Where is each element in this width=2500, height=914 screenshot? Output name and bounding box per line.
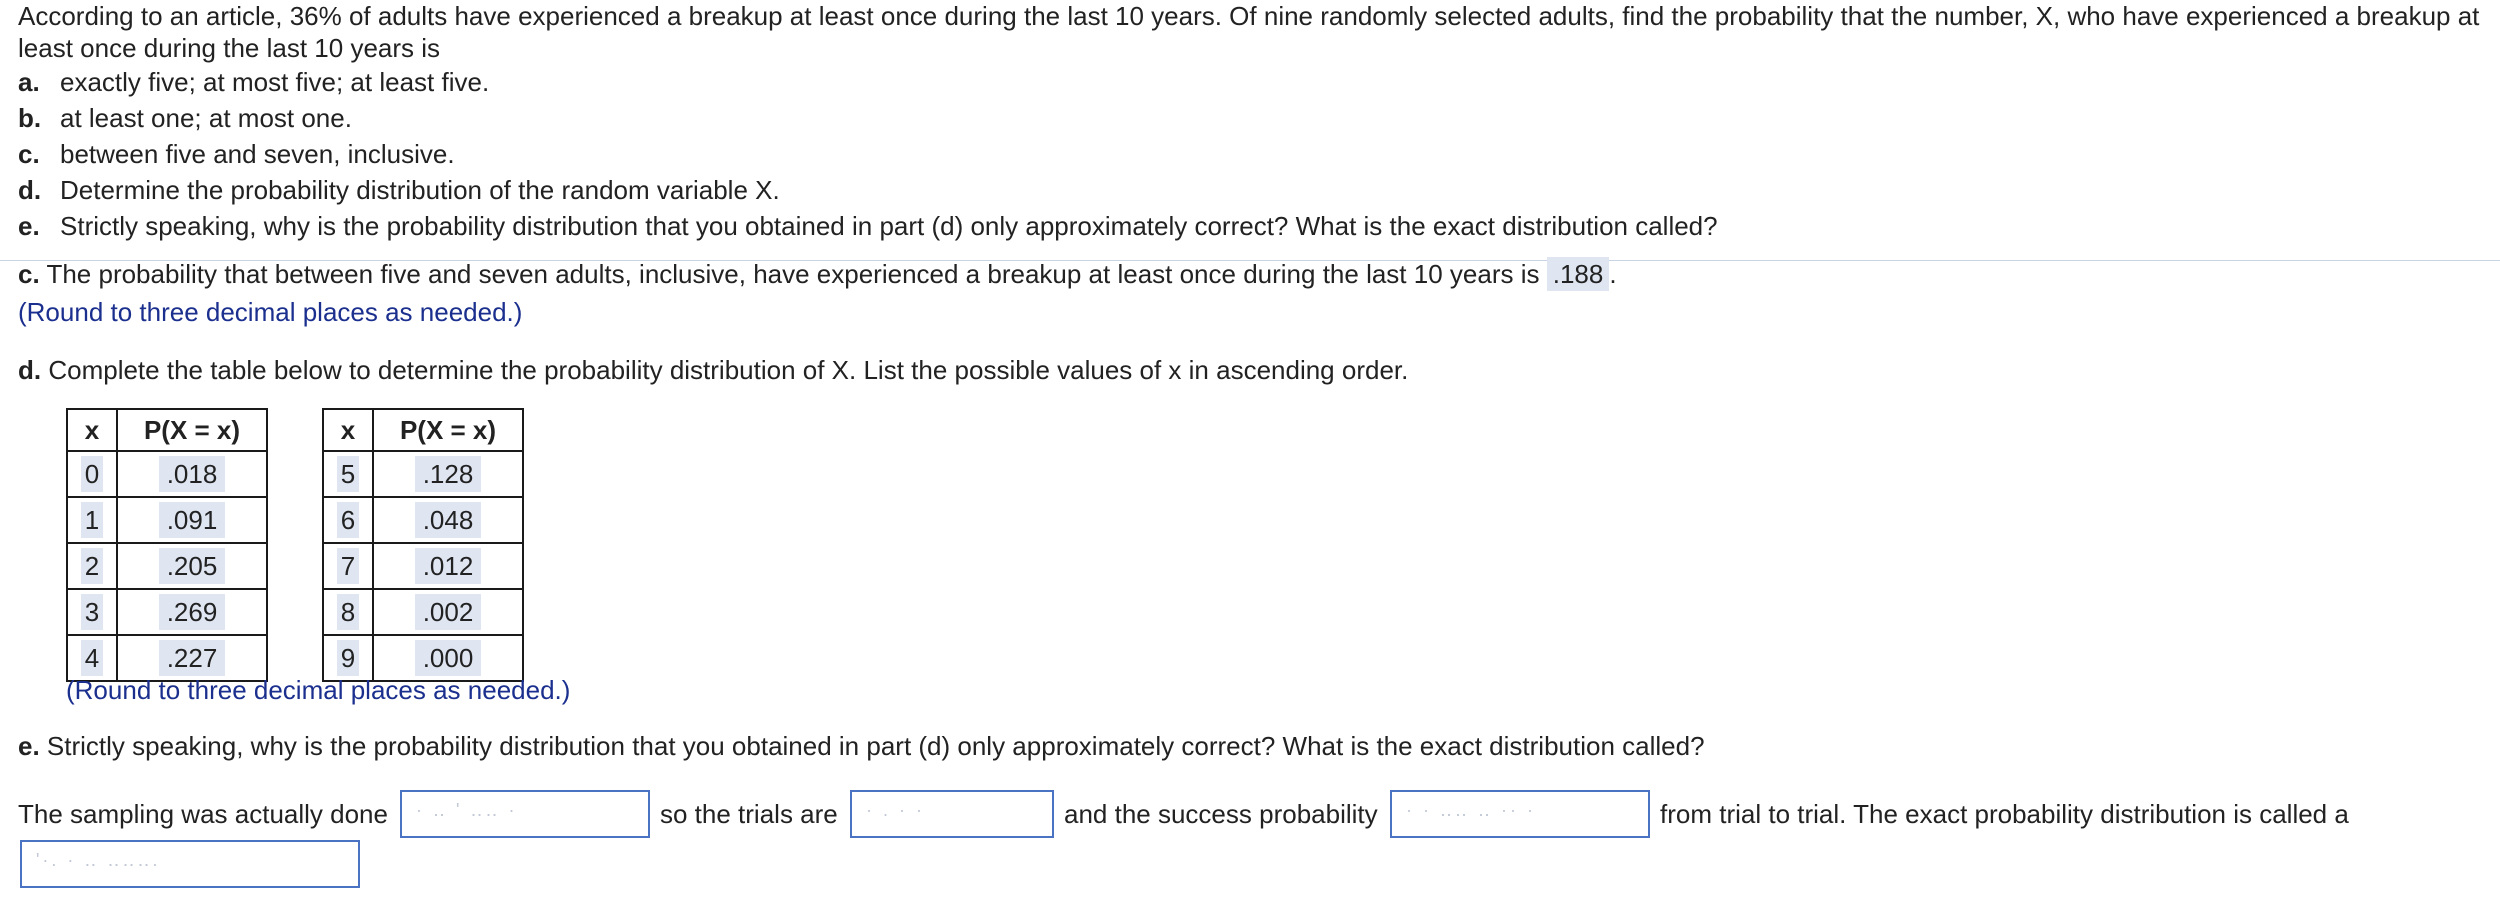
col-x-header: x	[323, 409, 373, 451]
prob-value[interactable]: .012	[415, 548, 482, 584]
dropdown-placeholder-glyphs: · . · ·	[866, 800, 925, 820]
prob-value[interactable]: .269	[159, 594, 226, 630]
table-row	[67, 451, 267, 497]
sampling-method-dropdown[interactable]	[400, 790, 650, 838]
answer-e-question: e. Strictly speaking, why is the probability distribution that you obtained in part (d) only approximately correct? What is the exact distribution called?	[18, 731, 1705, 761]
table-row	[67, 497, 267, 543]
sentence-part-2: so the trials are	[660, 799, 838, 829]
dropdown-placeholder-glyphs: '·. · ‥ ‥‥‥.	[36, 850, 161, 870]
prob-value[interactable]: .205	[159, 548, 226, 584]
prob-value[interactable]: .128	[415, 456, 482, 492]
col-p-header: P(X = x)	[373, 409, 523, 451]
table-row	[323, 589, 523, 635]
x-value[interactable]: 5	[337, 456, 359, 492]
table-header-row	[323, 409, 523, 451]
answer-c-line: c. The probability that between five and seven adults, inclusive, have experienced a breakup at least once during the last 10 years is .188 .	[18, 259, 1617, 289]
x-value[interactable]: 9	[337, 640, 359, 676]
sentence-part-3: and the success probability	[1064, 799, 1378, 829]
trials-dependence-dropdown[interactable]	[850, 790, 1054, 838]
part-a: a. exactly five; at most five; at least five.	[18, 67, 490, 97]
col-x-header: x	[67, 409, 117, 451]
distribution-table-right	[322, 408, 524, 682]
prob-value[interactable]: .018	[159, 456, 226, 492]
part-d: d. Determine the probability distribution of the random variable X.	[18, 175, 780, 205]
success-probability-dropdown[interactable]	[1390, 790, 1650, 838]
problem-statement	[18, 0, 2488, 244]
table-row	[67, 589, 267, 635]
table-row	[323, 497, 523, 543]
table-row	[323, 451, 523, 497]
x-value[interactable]: 4	[81, 640, 103, 676]
round-hint-d: (Round to three decimal places as needed.)	[66, 675, 571, 705]
answer-c-value[interactable]: .188	[1547, 257, 1610, 291]
x-value[interactable]: 7	[337, 548, 359, 584]
prob-value[interactable]: .091	[159, 502, 226, 538]
problem-intro: According to an article, 36% of adults have experienced a breakup at least once during the last 10 years. Of nine randomly selected adults, find the probability that the number, X, who have experienced a breakup at least once during the last 10 years is	[18, 1, 2480, 63]
part-b: b. at least one; at most one.	[18, 103, 352, 133]
x-value[interactable]: 8	[337, 594, 359, 630]
dropdown-placeholder-glyphs: · ‥ ' ‥‥ ·	[416, 800, 518, 820]
part-e: e. Strictly speaking, why is the probability distribution that you obtained in part (d) only approximately correct? What is the exact distribution called?	[18, 211, 1718, 241]
table-row	[323, 543, 523, 589]
prob-value[interactable]: .002	[415, 594, 482, 630]
x-value[interactable]: 0	[81, 456, 103, 492]
sentence-part-4: from trial to trial. The exact probability distribution is called a	[1660, 799, 2349, 829]
x-value[interactable]: 6	[337, 502, 359, 538]
sentence-part-1: The sampling was actually done	[18, 799, 388, 829]
x-value[interactable]: 1	[81, 502, 103, 538]
table-header-row	[67, 409, 267, 451]
problem-parts	[18, 64, 2488, 244]
x-value[interactable]: 3	[81, 594, 103, 630]
prob-value[interactable]: .048	[415, 502, 482, 538]
distribution-name-dropdown[interactable]	[20, 840, 360, 888]
part-c: c. between five and seven, inclusive.	[18, 139, 455, 169]
round-hint-c: (Round to three decimal places as needed.)	[18, 297, 523, 327]
dropdown-placeholder-glyphs: · · ‥‥ ‥ ·· ·	[1406, 800, 1537, 820]
x-value[interactable]: 2	[81, 548, 103, 584]
answer-d-line: d. Complete the table below to determine the probability distribution of X. List the possible values of x in ascending order.	[18, 355, 1409, 385]
distribution-table-left	[66, 408, 268, 682]
prob-value[interactable]: .227	[159, 640, 226, 676]
table-row	[67, 543, 267, 589]
col-p-header: P(X = x)	[117, 409, 267, 451]
prob-value[interactable]: .000	[415, 640, 482, 676]
